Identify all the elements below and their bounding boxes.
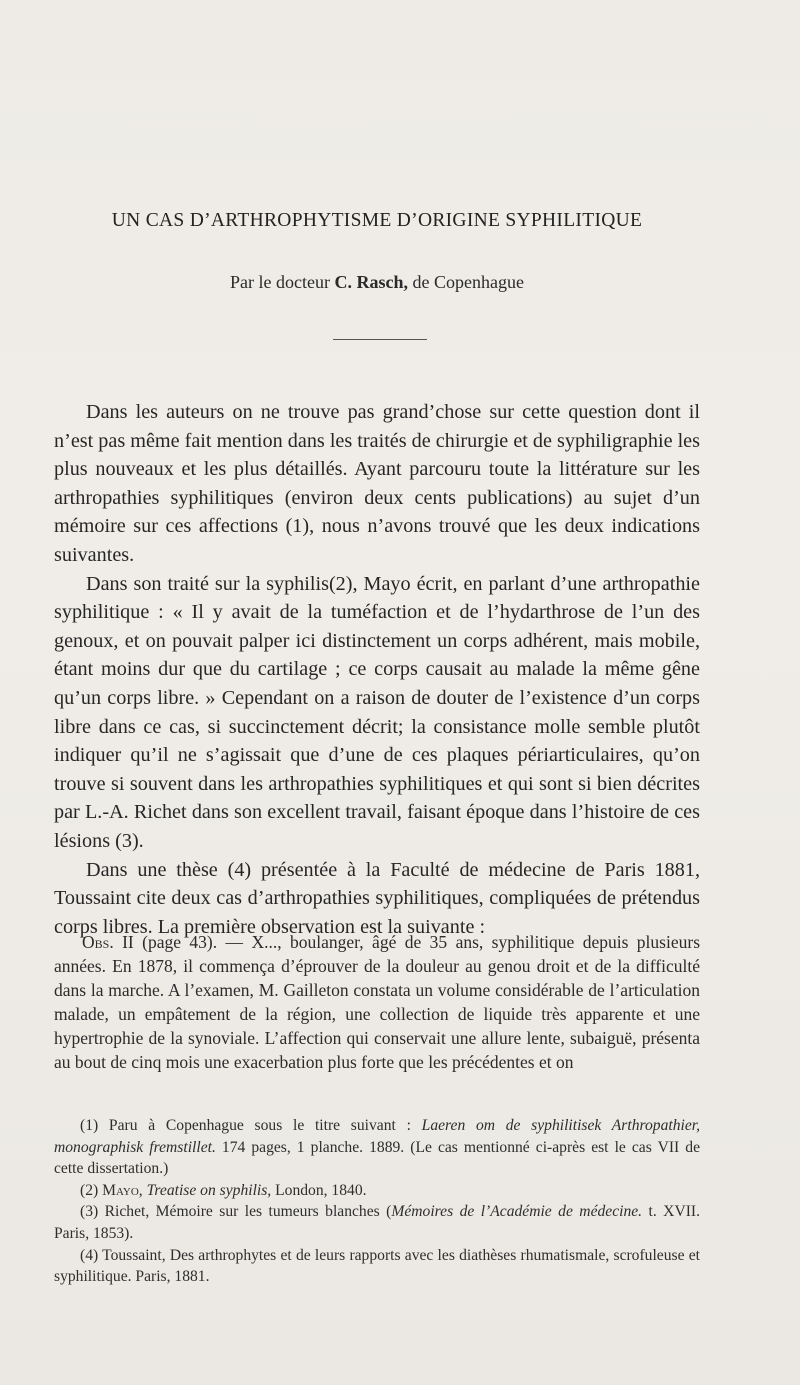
paragraph-2: Dans son traité sur la syphilis(2), Mayo écrit, en parlant d’une arthropathie syphilitique : « Il y avait de la tuméfaction et de l’hydarthrose de l’un des genoux, et on pouvait palper ici distinctement un corps adhérent, mais mobile, étant moins dur que du cartilage ; ce corps causait au malade la même gêne qu’un corps libre. » Cependant on a raison de douter de l’existence d’un corps libre dans ce cas, si succinctement décrit; la consistance molle semble plutôt indiquer qu’il ne s’agissait que d’une de ces plaques périarticulaires, qu’on trouve si souvent dans les arthropathies syphilitiques et qui sont si bien décrites par L.-A. Richet dans son excellent travail, faisant époque dans l’histoire de ces lésions (3). — [54, 572, 700, 852]
paragraph-3: Dans une thèse (4) présentée à la Faculté de médecine de Paris 1881, Toussaint cite deux cas d’arthropathies syphilitiques, compliquées de prétendus corps libres. La première observation est la suivante : — [54, 858, 700, 938]
article-title: UN CAS D’ARTHROPHYTISME D’ORIGINE SYPHILITIQUE — [111, 210, 643, 231]
title-divider — [333, 339, 427, 340]
paragraph-1: Dans les auteurs on ne trouve pas grand’chose sur cette question dont il n’est pas même fait mention dans les traités de chirurgie et de syphiligraphie les plus nouveaux et les plus détaillés. Ayant parcouru toute la littérature sur les arthropathies syphilitiques (environ deux cents publications) au sujet d’un mémoire sur ces affections (1), nous n’avons trouvé que les deux indications suivantes. — [54, 401, 700, 566]
footnote-1: (1) Paru à Copenhague sous le titre suivant : Laeren om de syphilitisek Arthropathier, monographisk fremstillet. 174 pages, 1 planche. 1889. (Le cas mentionné ci-après est le cas VII de cette dissertation.) — [54, 1117, 701, 1178]
observation-label: Obs. — [82, 932, 114, 952]
footnote-2: (2) Mayo, Treatise on syphilis, London, 1840. — [80, 1181, 367, 1199]
article-body — [54, 398, 700, 941]
footnote-4: (4) Toussaint, Des arthrophytes et de leurs rapports avec les diathèses rhumatismale, scrofuleuse et syphilitique. Paris, 1881. — [54, 1246, 700, 1286]
footnote-3: (3) Richet, Mémoire sur les tumeurs blanches (Mémoires de l’Académie de médecine. t. XVII. Paris, 1853). — [54, 1203, 700, 1242]
byline-prefix: Par le docteur — [230, 272, 330, 292]
observation-text: II (page 43). — X..., boulanger, âgé de 35 ans, syphilitique depuis plusieurs années. En 1878, il commença d’éprouver de la douleur au genou droit et de la difficulté dans la marche. A l’examen, M. Gailleton constata un volume considérable de l’articulation malade, un empâtement de la région, une collection de liquide très apparente et une hypertrophie de la synoviale. L’affection qui conservait une allure lente, subaiguë, présenta au bout de cinq mois une exacerbation plus forte que les précédentes et on — [54, 932, 700, 1072]
footnotes — [54, 1115, 700, 1288]
byline-suffix: de Copenhague — [412, 272, 524, 292]
observation-paragraph — [54, 930, 700, 1074]
byline — [54, 272, 700, 293]
author-name: C. Rasch, — [334, 272, 408, 292]
observation-block — [54, 930, 700, 1074]
